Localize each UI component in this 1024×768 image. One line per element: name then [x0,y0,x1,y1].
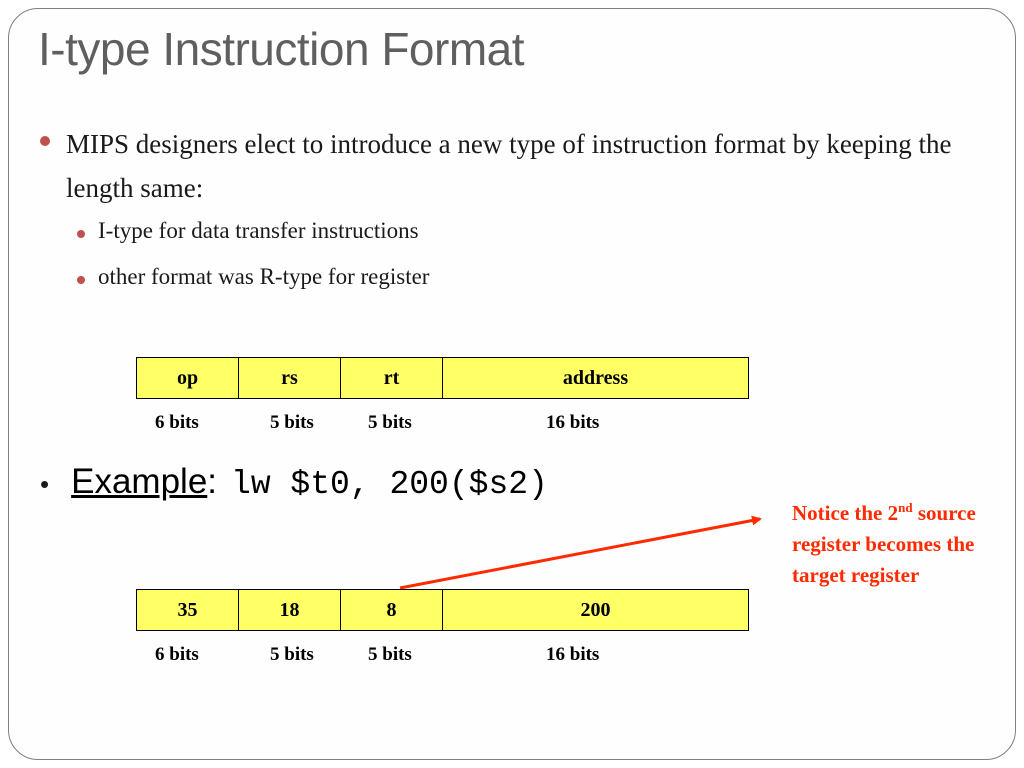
bits-label-rt: 5 bits [368,412,412,433]
bits-label-rt: 5 bits [368,644,412,665]
sub-bullet-rtype: other format was R-type for register [98,264,430,289]
notice-text-pre: Notice the 2 [792,501,899,525]
value-rt: 8 [341,590,443,631]
field-address: address [443,358,749,399]
bits-label-rs: 5 bits [270,412,314,433]
bits-label-address: 16 bits [546,644,600,665]
field-rt: rt [341,358,443,399]
value-rs: 18 [239,590,341,631]
field-rs: rs [239,358,341,399]
example-bullet: • [40,469,50,499]
example-colon: : [207,462,218,501]
main-bullet-text: MIPS designers elect to introduce a new type of instruction format by keeping the length same: [66,129,952,203]
arrow-line [400,519,760,588]
notice-text-rest: source register becomes the target register [792,501,976,587]
field-op: op [137,358,239,399]
bits-label-rs: 5 bits [270,644,314,665]
table-row [137,590,749,631]
bits-label-op: 6 bits [155,644,199,665]
bits-label-address: 16 bits [546,412,600,433]
example-code: lw $t0, 200($s2) [231,466,548,503]
bits-label-op: 6 bits [155,412,199,433]
value-address: 200 [443,590,749,631]
slide-title: I-type Instruction Format [38,23,524,75]
sub-bullet-itype: I-type for data transfer instructions [98,218,419,243]
value-op: 35 [137,590,239,631]
example-encoding-table [136,589,749,631]
notice-superscript: nd [898,500,913,515]
example-label: Example [71,462,208,501]
